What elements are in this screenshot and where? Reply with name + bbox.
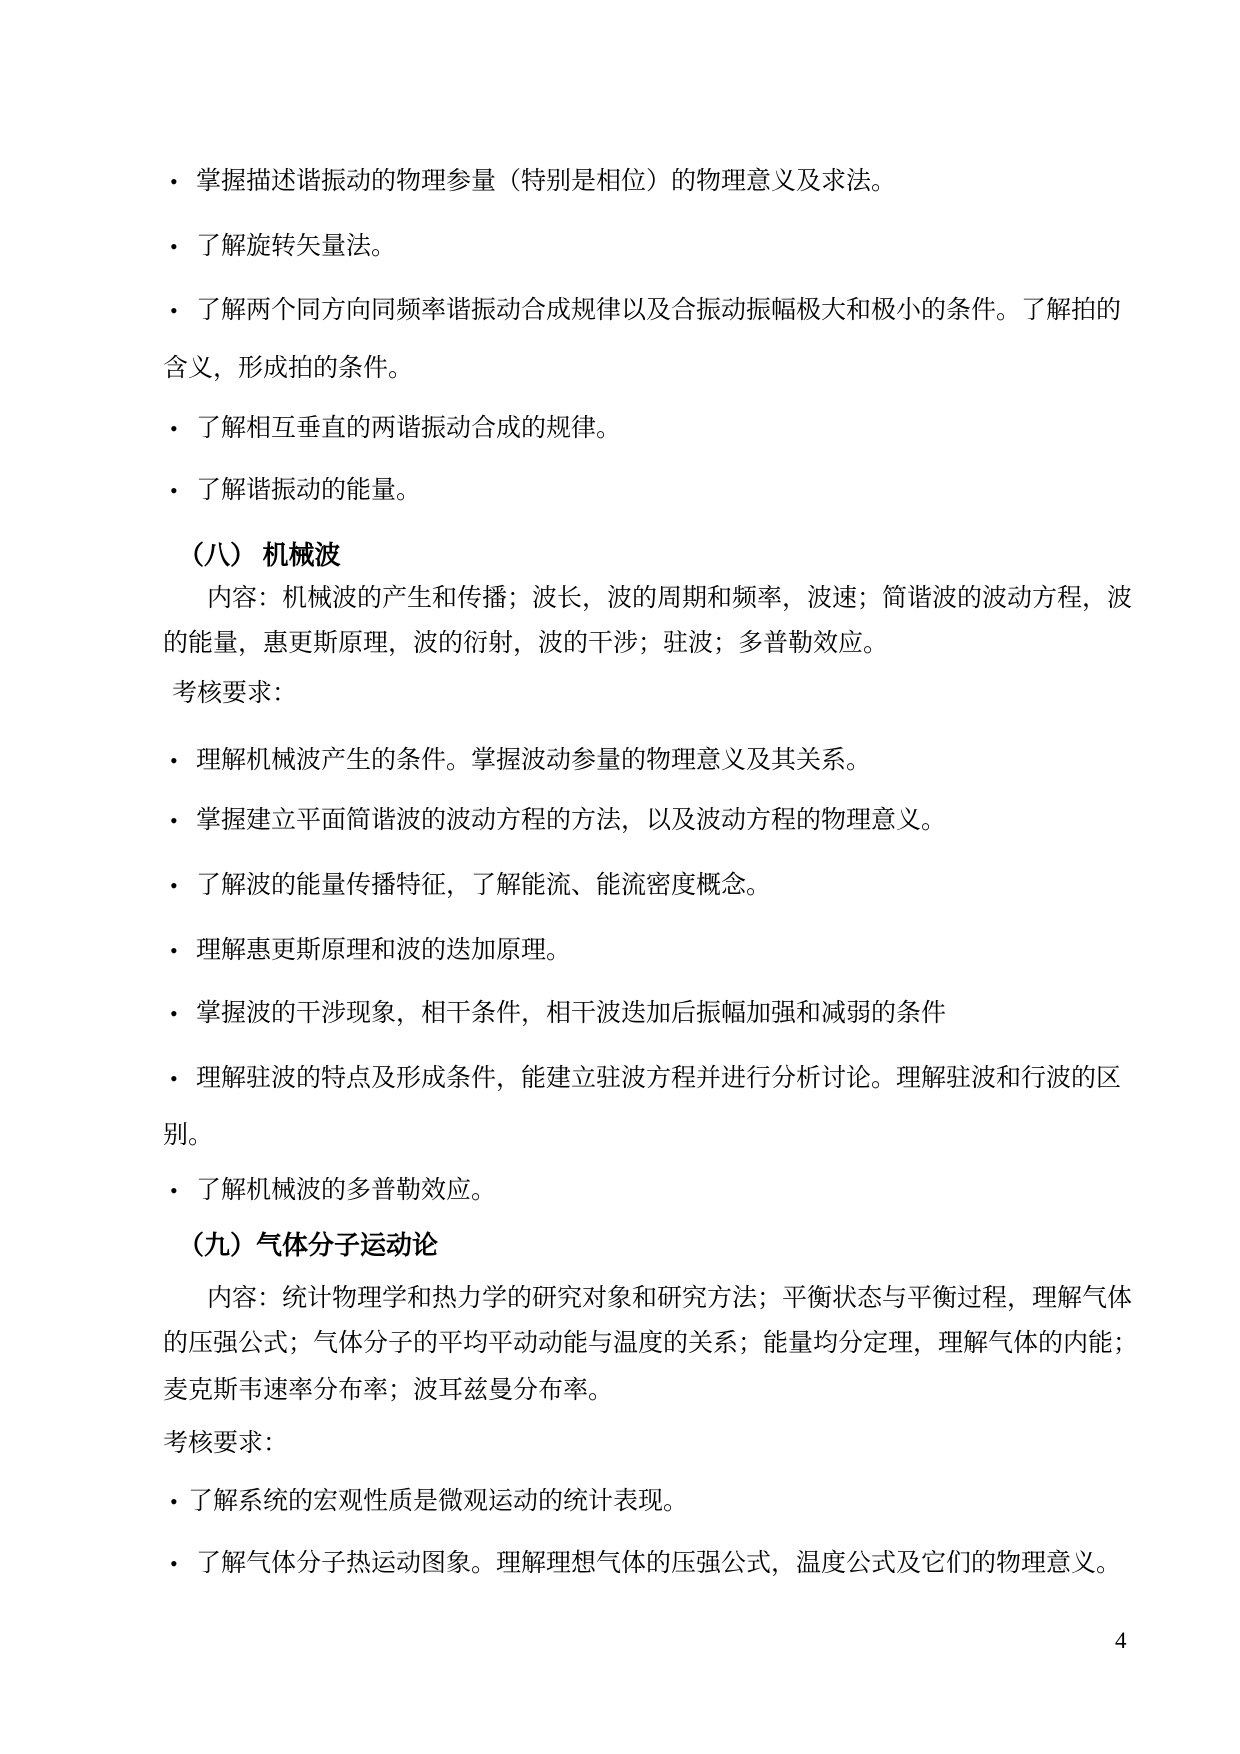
section-content-line: 麦克斯韦速率分布率；波耳兹曼分布率。 [163, 1377, 614, 1404]
requirements-label: 考核要求： [172, 680, 298, 707]
bullet-item [165, 1000, 1175, 1028]
bullet-text: 了解旋转矢量法。 [196, 233, 397, 260]
bullet-text-continuation: 别。 [163, 1122, 214, 1149]
bullet-icon: • [170, 1178, 178, 1203]
bullet-icon: • [170, 298, 178, 323]
bullet-icon: • [170, 748, 178, 773]
section-content-line: 内容：机械波的产生和传播；波长，波的周期和频率，波速；简谐波的波动方程，波 [207, 585, 1133, 612]
bullet-icon: • [170, 1489, 178, 1514]
bullet-item [165, 1488, 1175, 1516]
bullet-text: 掌握建立平面简谐波的波动方程的方法，以及波动方程的物理意义。 [196, 807, 947, 834]
bullet-item [165, 415, 1175, 443]
bullet-item [165, 872, 1175, 900]
page-number: 4 [1115, 1628, 1127, 1653]
bullet-icon: • [170, 1066, 178, 1091]
bullet-icon: • [170, 1551, 178, 1576]
bullet-item [165, 233, 1175, 261]
section-content-line: 的能量，惠更斯原理，波的衍射，波的干涉；驻波；多普勒效应。 [163, 630, 889, 657]
bullet-text: 理解驻波的特点及形成条件，能建立驻波方程并进行分析讨论。理解驻波和行波的区 [196, 1065, 1122, 1092]
bullet-text: 了解系统的宏观性质是微观运动的统计表现。 [188, 1488, 689, 1515]
page-content [165, 168, 1175, 1578]
bullet-item [165, 1177, 1175, 1205]
bullet-text: 掌握描述谐振动的物理参量（特别是相位）的物理意义及求法。 [196, 168, 897, 195]
bullet-text: 了解气体分子热运动图象。理解理想气体的压强公式，温度公式及它们的物理意义。 [196, 1550, 1122, 1577]
bullet-text-continuation: 含义，形成拍的条件。 [163, 355, 414, 382]
bullet-icon: • [170, 1001, 178, 1026]
bullet-item [165, 477, 1175, 505]
bullet-text: 理解惠更斯原理和波的迭加原理。 [196, 937, 572, 964]
bullet-item [165, 747, 1175, 775]
bullet-icon: • [170, 416, 178, 441]
bullet-icon: • [170, 808, 178, 833]
section-content-line: 的压强公式；气体分子的平均平动动能与温度的关系；能量均分定理，理解气体的内能； [163, 1330, 1139, 1357]
bullet-icon: • [170, 938, 178, 963]
bullet-item [165, 168, 1175, 196]
bullet-text: 了解相互垂直的两谐振动合成的规律。 [196, 415, 622, 442]
bullet-text: 理解机械波产生的条件。掌握波动参量的物理意义及其关系。 [196, 747, 872, 774]
section-content-line: 内容：统计物理学和热力学的研究对象和研究方法；平衡状态与平衡过程，理解气体 [207, 1285, 1133, 1312]
bullet-text: 了解机械波的多普勒效应。 [196, 1177, 497, 1204]
bullet-item [165, 297, 1175, 325]
bullet-icon: • [170, 169, 178, 194]
bullet-text: 了解谐振动的能量。 [196, 477, 422, 504]
bullet-text: 了解两个同方向同频率谐振动合成规律以及合振动振幅极大和极小的条件。了解拍的 [196, 297, 1122, 324]
section-heading-9: （九）气体分子运动论 [178, 1231, 439, 1260]
bullet-item [165, 1065, 1175, 1093]
bullet-icon: • [170, 873, 178, 898]
bullet-item [165, 807, 1175, 835]
bullet-text: 掌握波的干涉现象，相干条件，相干波迭加后振幅加强和减弱的条件 [196, 1000, 947, 1027]
bullet-icon: • [170, 478, 178, 503]
bullet-icon: • [170, 234, 178, 259]
requirements-label: 考核要求： [163, 1430, 289, 1457]
bullet-text: 了解波的能量传播特征，了解能流、能流密度概念。 [196, 872, 772, 899]
bullet-item [165, 937, 1175, 965]
bullet-item [165, 1550, 1175, 1578]
section-heading-8: （八） 机械波 [178, 541, 341, 570]
